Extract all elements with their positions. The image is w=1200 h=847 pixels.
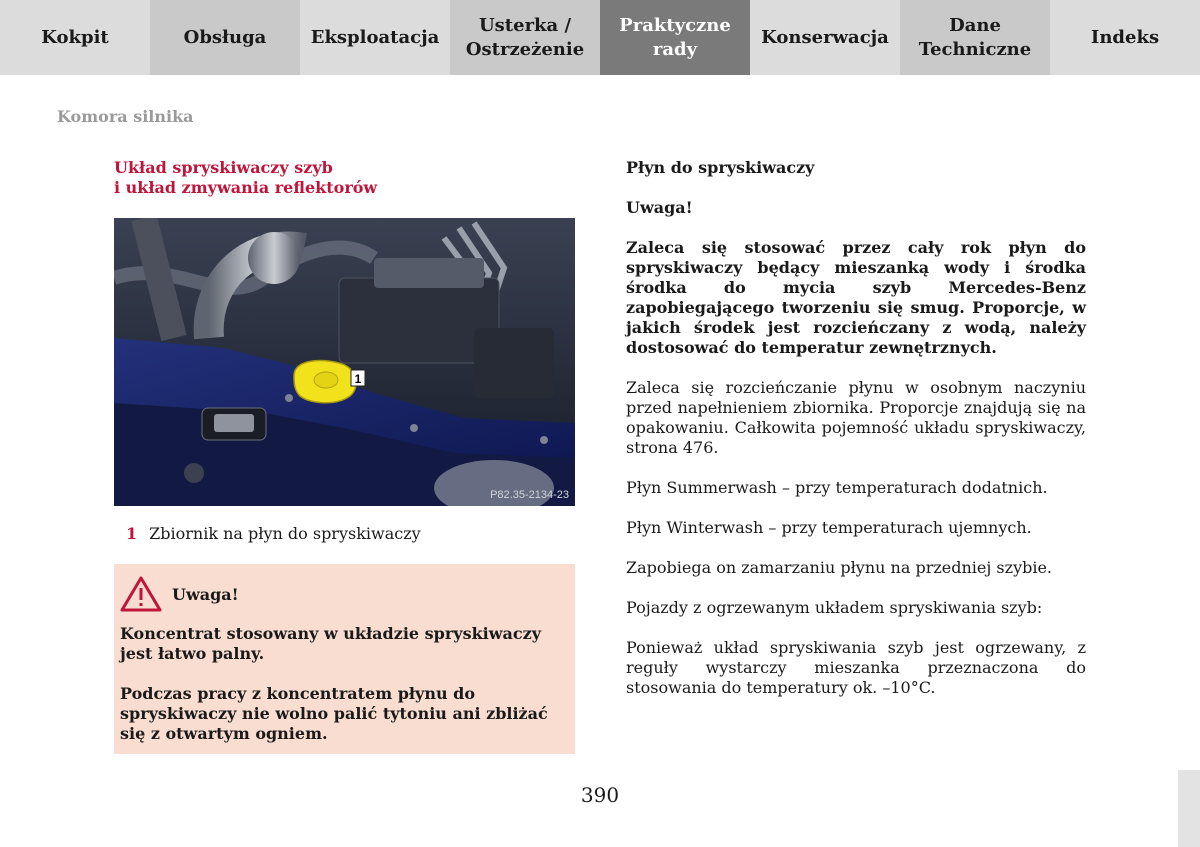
warning-header [120,576,569,612]
body-paragraph: Pojazdy z ogrzewanym układem spryskiwania szyb: [626,598,1043,617]
body-paragraph: Zapobiega on zamarzaniu płynu na przedniej szybie. [626,558,1053,577]
tab-dane-techniczne[interactable]: Dane Techniczne [900,0,1050,75]
warning-paragraph: Podczas pracy z koncentratem płynu do spryskiwaczy nie wolno palić tytoniu ani zbliżać się z otwartym ogniem. [120,684,548,743]
tab-konserwacja[interactable]: Konserwacja [750,0,900,75]
warning-paragraph: Koncentrat stosowany w układzie spryskiwaczy jest łatwo palny. [120,624,541,663]
note-title: Uwaga! [626,198,693,217]
body-paragraph: Płyn Winterwash – przy temperaturach ujemnych. [626,518,1032,537]
page-number: 390 [580,783,620,807]
figure-code: P82.35-2134-23 [490,489,569,501]
body-paragraph: Ponieważ układ spryskiwania szyb jest ogrzewany, z reguły wystarczy mieszanka przeznaczona do stosowania do temperatury ok. –10°C. [626,638,1086,697]
section-heading: Układ spryskiwaczy szyb i układ zmywania reflektorów [114,158,378,197]
tab-kokpit[interactable]: Kokpit [0,0,150,75]
tab-praktyczne-rady[interactable]: Praktyczne rady [600,0,750,75]
tab-obsluga[interactable]: Obsługa [150,0,300,75]
caption-number: 1 [126,524,138,543]
warning-title: Uwaga! [172,584,239,604]
tab-indeks[interactable]: Indeks [1050,0,1200,75]
engine-bay-drawing [114,218,575,506]
tab-usterka-ostrzezenie[interactable]: Usterka / Ostrzeżenie [450,0,600,75]
figure-caption [126,524,421,543]
caption-text: Zbiornik na płyn do spryskiwaczy [149,524,421,543]
engine-bay-illustration [114,218,575,506]
subsection-heading: Płyn do spryskiwaczy [626,158,815,177]
section-label: Komora silnika [57,107,194,126]
warning-box [114,564,575,754]
chapter-tabs [0,0,1200,75]
figure-callout-1: 1 [354,372,362,386]
right-column [626,158,1086,718]
note-paragraph: Zaleca się stosować przez cały rok płyn do spryskiwaczy będący mieszanką wody i środka środka do mycia szyb Mercedes-Benz zapobiegającego tworzeniu się smug. Proporcje, w jakich środek jest rozcieńczany z wodą, należy dostosować do temperatur zewnętrznych. [626,238,1086,357]
tab-eksploatacja[interactable]: Eksploatacja [300,0,450,75]
body-paragraph: Płyn Summerwash – przy temperaturach dodatnich. [626,478,1048,497]
warning-triangle-icon [120,576,162,612]
page-edge-marker [1178,770,1200,847]
body-paragraph: Zaleca się rozcieńczanie płynu w osobnym naczyniu przed napełnieniem zbiornika. Proporcje znajdują się na opakowaniu. Całkowita pojemność układu spryskiwaczy, strona 476. [626,378,1086,457]
left-column [114,158,575,198]
